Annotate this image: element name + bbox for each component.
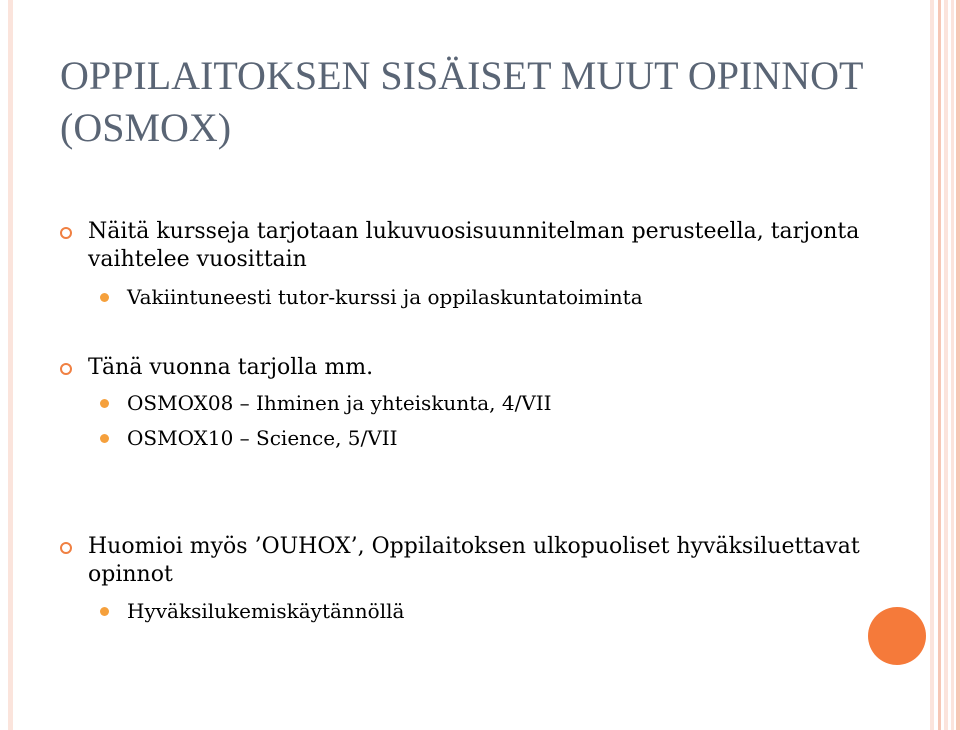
bullet-item xyxy=(60,354,880,382)
dot-bullet-icon xyxy=(100,293,109,302)
slide-title: OPPILAITOKSEN SISÄISET MUUT OPINNOT (OSMOX) xyxy=(60,53,863,150)
sub-bullet-item xyxy=(100,597,880,625)
sub-bullet-text: Hyväksilukemiskäytännöllä xyxy=(127,599,405,623)
sub-bullet-text: OSMOX08 – Ihminen ja yhteiskunta, 4/VII xyxy=(127,391,552,415)
sub-bullet-text: OSMOX10 – Science, 5/VII xyxy=(127,426,398,450)
sub-bullet-item xyxy=(100,424,880,452)
right-decor-stripe xyxy=(951,0,954,730)
dot-bullet-icon xyxy=(100,399,109,408)
right-decor-stripe xyxy=(930,0,934,730)
bullet-text: Näitä kursseja tarjotaan lukuvuosisuunnitelman perusteella, tarjonta vaihtelee vuosittain xyxy=(88,219,860,272)
right-decor-stripe xyxy=(944,0,948,730)
ring-bullet-icon xyxy=(60,363,72,375)
right-decor-stripe xyxy=(938,0,941,730)
ring-bullet-icon xyxy=(60,227,72,239)
sub-bullet-item xyxy=(100,283,880,311)
bullet-item xyxy=(60,218,880,274)
right-decor-stripe xyxy=(956,0,960,730)
dot-bullet-icon xyxy=(100,607,109,616)
sub-bullet-item xyxy=(100,389,880,417)
ring-bullet-icon xyxy=(60,542,72,554)
accent-circle xyxy=(868,607,926,665)
bullet-item xyxy=(60,533,880,589)
bullet-text: Tänä vuonna tarjolla mm. xyxy=(88,355,374,380)
sub-bullet-text: Vakiintuneesti tutor-kurssi ja oppilaskuntatoiminta xyxy=(127,285,643,309)
dot-bullet-icon xyxy=(100,434,109,443)
bullet-text: Huomioi myös ’OUHOX’, Oppilaitoksen ulkopuoliset hyväksiluettavat opinnot xyxy=(88,534,860,587)
left-decor-stripe xyxy=(8,0,13,730)
